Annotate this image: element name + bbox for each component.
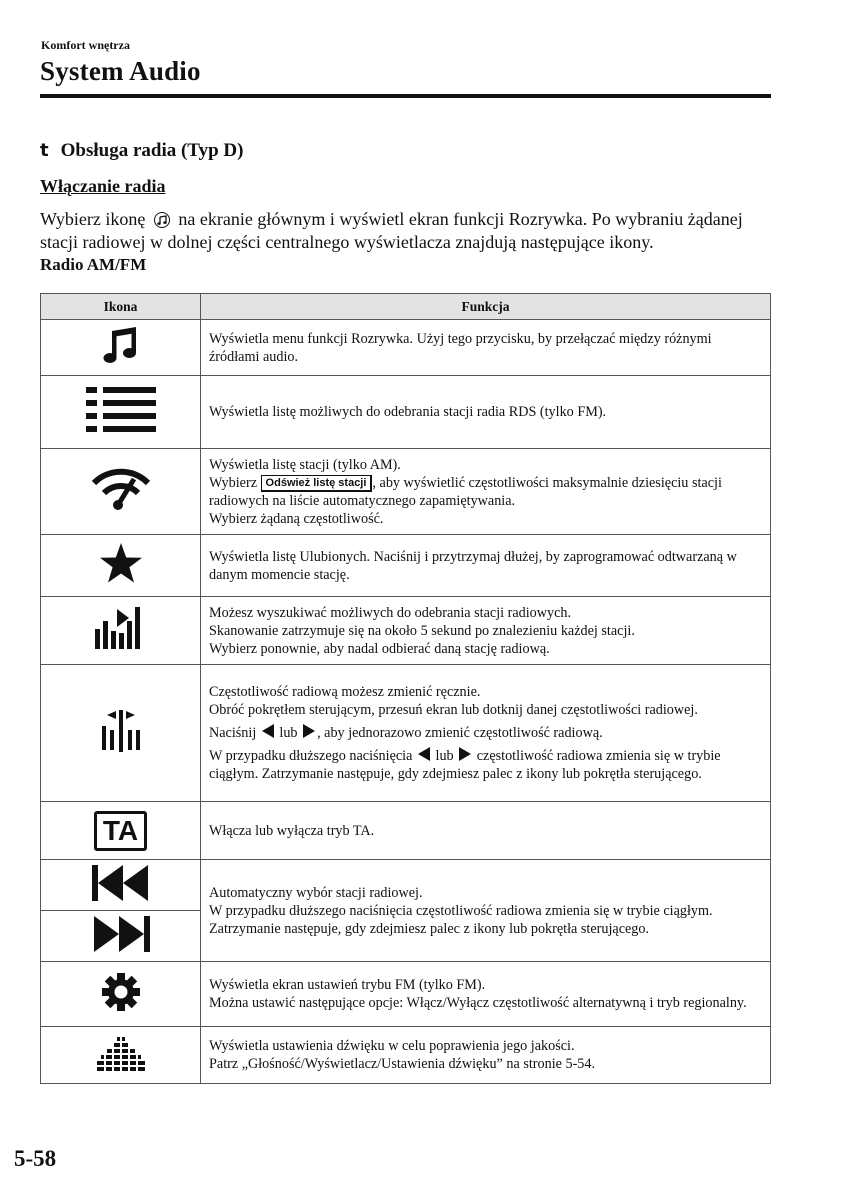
table-header-row xyxy=(41,294,771,320)
table-row xyxy=(41,320,771,376)
sound-line-1: Wyświetla ustawienia dźwięku w celu poprawienia jego jakości. xyxy=(209,1038,575,1054)
music-note-icon xyxy=(41,320,201,376)
intro-paragraph xyxy=(40,208,780,254)
am-line-2: Wybierz Odśwież listę stacji , aby wyświetlić częstotliwości maksymalnie dziesięciu stacji radiowych na liście automatycznego zapamiętywania. xyxy=(209,474,722,509)
function-text xyxy=(201,597,771,665)
table-row xyxy=(41,962,771,1027)
page-title: System Audio xyxy=(40,56,201,86)
sound-line-2: Patrz „Głośność/Wyświetlacz/Ustawienia dźwięku” na stronie 5-54. xyxy=(209,1056,596,1072)
table-row xyxy=(41,535,771,597)
am-line-1: Wyświetla listę stacji (tylko AM). xyxy=(209,456,401,473)
table-row xyxy=(41,802,771,860)
gear-icon xyxy=(41,962,201,1027)
manual-tune-icon xyxy=(41,665,201,802)
refresh-station-list-button[interactable]: Odśwież listę stacji xyxy=(261,475,373,492)
function-text xyxy=(201,860,771,962)
section-heading xyxy=(40,140,243,162)
subsection-title: Włączanie radia xyxy=(40,176,166,196)
function-text: Wyświetla listę możliwych do odebrania stacji radia RDS (tylko FM). xyxy=(201,376,771,449)
function-text: Wyświetla listę Ulubionych. Naciśnij i przytrzymaj dłużej, by zaprogramować odtwarzaną w danym momencie stację. xyxy=(201,535,771,597)
list-icon xyxy=(41,376,201,449)
table-row xyxy=(41,860,771,911)
arrow-right-icon xyxy=(303,724,315,738)
star-icon xyxy=(41,535,201,597)
column-header-icon: Ikona xyxy=(41,294,201,320)
function-text: Włącza lub wyłącza tryb TA. xyxy=(201,802,771,860)
scan-line-1: Możesz wyszukiwać możliwych do odebrania stacji radiowych. xyxy=(209,604,572,621)
table-row xyxy=(41,376,771,449)
intro-after-icon: na ekranie głównym i wyświetl ekran funkcji Rozrywka. Po wybraniu żądanej stacji radiowej w dolnej części centralnego wyświetlacza znajdują następujące ikony. xyxy=(40,209,743,252)
intro-before-icon: Wybierz ikonę xyxy=(40,209,146,229)
table-row xyxy=(41,449,771,535)
equalizer-icon xyxy=(41,1027,201,1084)
function-table xyxy=(40,293,771,1084)
seek-line-1: Automatyczny wybór stacji radiowej. xyxy=(209,884,423,901)
page-number: 5-58 xyxy=(14,1146,57,1171)
skip-forward-icon xyxy=(41,911,201,962)
scan-icon xyxy=(41,597,201,665)
seek-line-2: W przypadku dłuższego naciśnięcia częstotliwość radiowa zmienia się w trybie ciągłym. Zatrzymanie następuje, gdy zdejmiesz palec z ikony lub pokrętła sterującego. xyxy=(209,902,713,937)
radio-label: Radio AM/FM xyxy=(40,255,147,274)
skip-back-icon xyxy=(41,860,201,911)
function-text xyxy=(201,1027,771,1084)
arrow-left-icon xyxy=(262,724,274,738)
function-text xyxy=(201,665,771,802)
table-row xyxy=(41,597,771,665)
table-row xyxy=(41,1027,771,1084)
am-line-3: Wybierz żądaną częstotliwość. xyxy=(209,510,384,527)
section-heading-text: Obsługa radia (Typ D) xyxy=(60,140,244,161)
section-label: Komfort wnętrza xyxy=(41,38,130,52)
function-text: Wyświetla menu funkcji Rozrywka. Użyj tego przycisku, by przełączać między różnymi źródłami audio. xyxy=(201,320,771,376)
tune-line-3: Naciśnij lub , aby jednorazowo zmienić częstotliwość radiową. xyxy=(209,725,603,741)
scan-line-3: Wybierz ponownie, aby nadal odbierać daną stację radiową. xyxy=(209,640,550,657)
function-text xyxy=(201,962,771,1027)
arrow-right-icon xyxy=(459,747,471,761)
settings-line-2: Można ustawić następujące opcje: Włącz/Wyłącz częstotliwość alternatywną i tryb regionalny. xyxy=(209,995,747,1011)
section-marker: t xyxy=(40,140,49,161)
table-row xyxy=(41,665,771,802)
function-text xyxy=(201,449,771,535)
column-header-function: Funkcja xyxy=(201,294,771,320)
entertainment-inline-icon xyxy=(154,212,170,228)
radio-signal-icon xyxy=(41,449,201,535)
title-rule xyxy=(40,94,771,98)
arrow-left-icon xyxy=(418,747,430,761)
tune-line-2: Obróć pokrętłem sterującym, przesuń ekran lub dotknij danej częstotliwości radiowej. xyxy=(209,702,698,718)
scan-line-2: Skanowanie zatrzymuje się na około 5 sekund po znalezieniu każdej stacji. xyxy=(209,622,635,639)
tune-line-1: Częstotliwość radiową możesz zmienić ręcznie. xyxy=(209,684,481,700)
settings-line-1: Wyświetla ekran ustawień trybu FM (tylko FM). xyxy=(209,977,486,993)
tune-line-4: W przypadku dłuższego naciśnięcia lub częstotliwość radiowa zmienia się w trybie ciągłym. Zatrzymanie następuje, gdy zdejmiesz palec z ikony lub pokrętła sterującego. xyxy=(209,748,721,782)
ta-icon-label: TA xyxy=(94,811,147,851)
ta-icon xyxy=(41,802,201,860)
